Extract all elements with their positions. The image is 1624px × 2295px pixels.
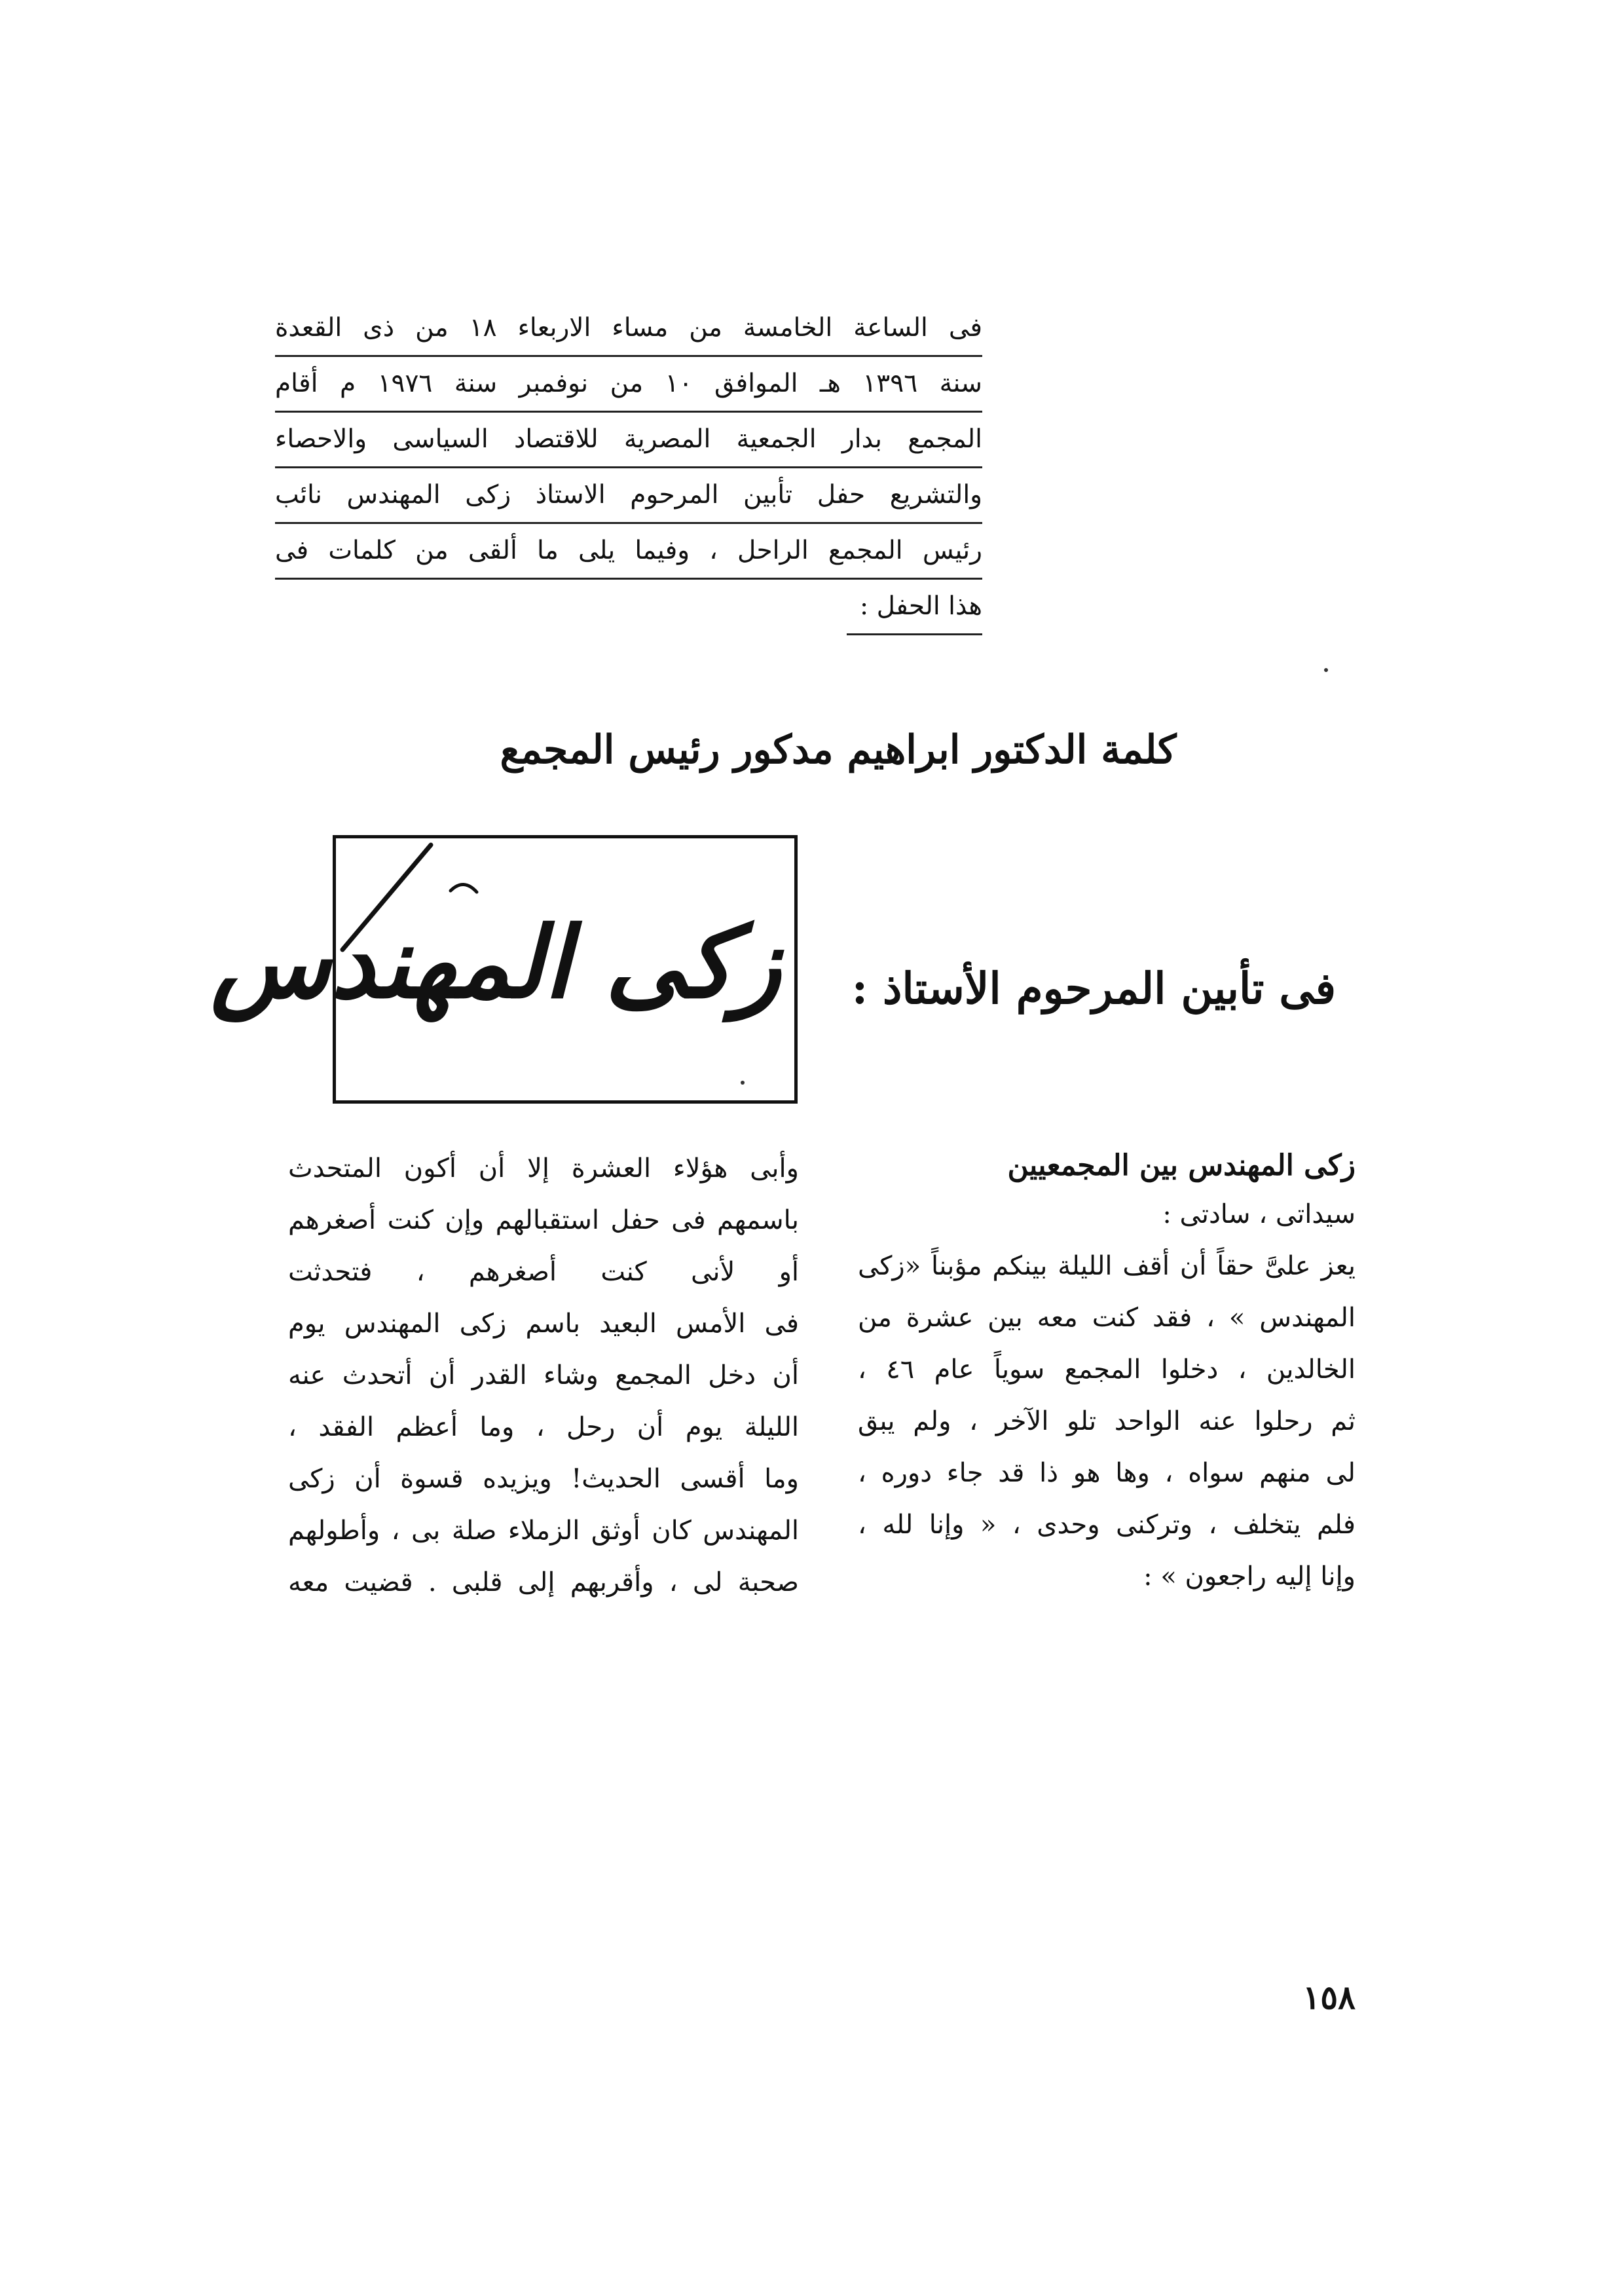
body-line: سيداتى ، سادتى :: [1162, 1199, 1356, 1229]
body-line: أو لأنى كنت أصغرهم ، فتحدثت: [288, 1257, 799, 1287]
body-line: وإنا إليه راجعون » :: [1143, 1561, 1356, 1592]
intro-line: والتشريع حفل تأبين المرحوم الاستاذ زكى المهندس نائب: [275, 468, 982, 524]
left-column: [288, 1143, 799, 1609]
body-line: الليلة يوم أن رحل ، وما أعظم الفقد ،: [288, 1412, 799, 1442]
body-line: يعز علىَّ حقاً أن أقف الليلة بينكم مؤبناً «زكى: [858, 1251, 1356, 1281]
speech-title: كلمة الدكتور ابراهيم مدكور رئيس المجمع: [500, 727, 1177, 773]
body-line: صحبة لى ، وأقربهم إلى قلبى . قضيت معه: [288, 1567, 799, 1597]
body-line: ثم رحلوا عنه الواحد تلو الآخر ، ولم يبق: [858, 1406, 1356, 1436]
body-line: فلم يتخلف ، وتركنى وحدى ، « وإنا لله ،: [858, 1510, 1356, 1540]
body-line: لى منهم سواه ، وها هو ذا قد جاء دوره ،: [858, 1458, 1356, 1488]
intro-line: سنة ١٣٩٦ هـ الموافق ١٠ من نوفمبر سنة ١٩٧٦ م أقام: [275, 357, 982, 413]
right-column: [858, 1143, 1356, 1603]
body-line: المهندس » ، فقد كنت معه بين عشرة من: [858, 1303, 1356, 1333]
body-line: وما أقسى الحديث! ويزيده قسوة أن زكى: [288, 1464, 799, 1494]
body-line: الخالدين ، دخلوا المجمع سوياً عام ٤٦ ،: [858, 1354, 1356, 1385]
intro-line: فى الساعة الخامسة من مساء الاربعاء ١٨ من ذى القعدة: [275, 301, 982, 357]
calligraphy-name: زكى المهندس: [210, 905, 781, 1020]
body-line: فى الأمس البعيد باسم زكى المهندس يوم: [288, 1309, 799, 1339]
ink-speck: [1324, 668, 1328, 672]
section-heading: زكى المهندس بين المجمعيين: [1007, 1149, 1356, 1182]
intro-line: رئيس المجمع الراحل ، وفيما يلى ما ألقى من كلمات فى: [275, 524, 982, 580]
body-line: المهندس كان أوثق الزملاء صلة بى ، وأطولهم: [288, 1516, 799, 1546]
ink-speck: [741, 1081, 745, 1085]
intro-paragraph: [275, 301, 982, 638]
intro-line-last: هذا الحفل :: [847, 580, 982, 635]
body-line: وأبى هؤلاء العشرة إلا أن أكون المتحدث: [288, 1153, 799, 1184]
name-calligraphy-box: [210, 835, 798, 1104]
body-line: أن دخل المجمع وشاء القدر أن أتحدث عنه: [288, 1360, 799, 1390]
intro-line: المجمع بدار الجمعية المصرية للاقتصاد السياسى والاحصاء: [275, 413, 982, 468]
page-number: ١٥٨: [1302, 1978, 1356, 2017]
subheading: فى تأبين المرحوم الأستاذ :: [851, 963, 1336, 1014]
body-line: باسمهم فى حفل استقبالهم وإن كنت أصغرهم: [288, 1205, 799, 1235]
